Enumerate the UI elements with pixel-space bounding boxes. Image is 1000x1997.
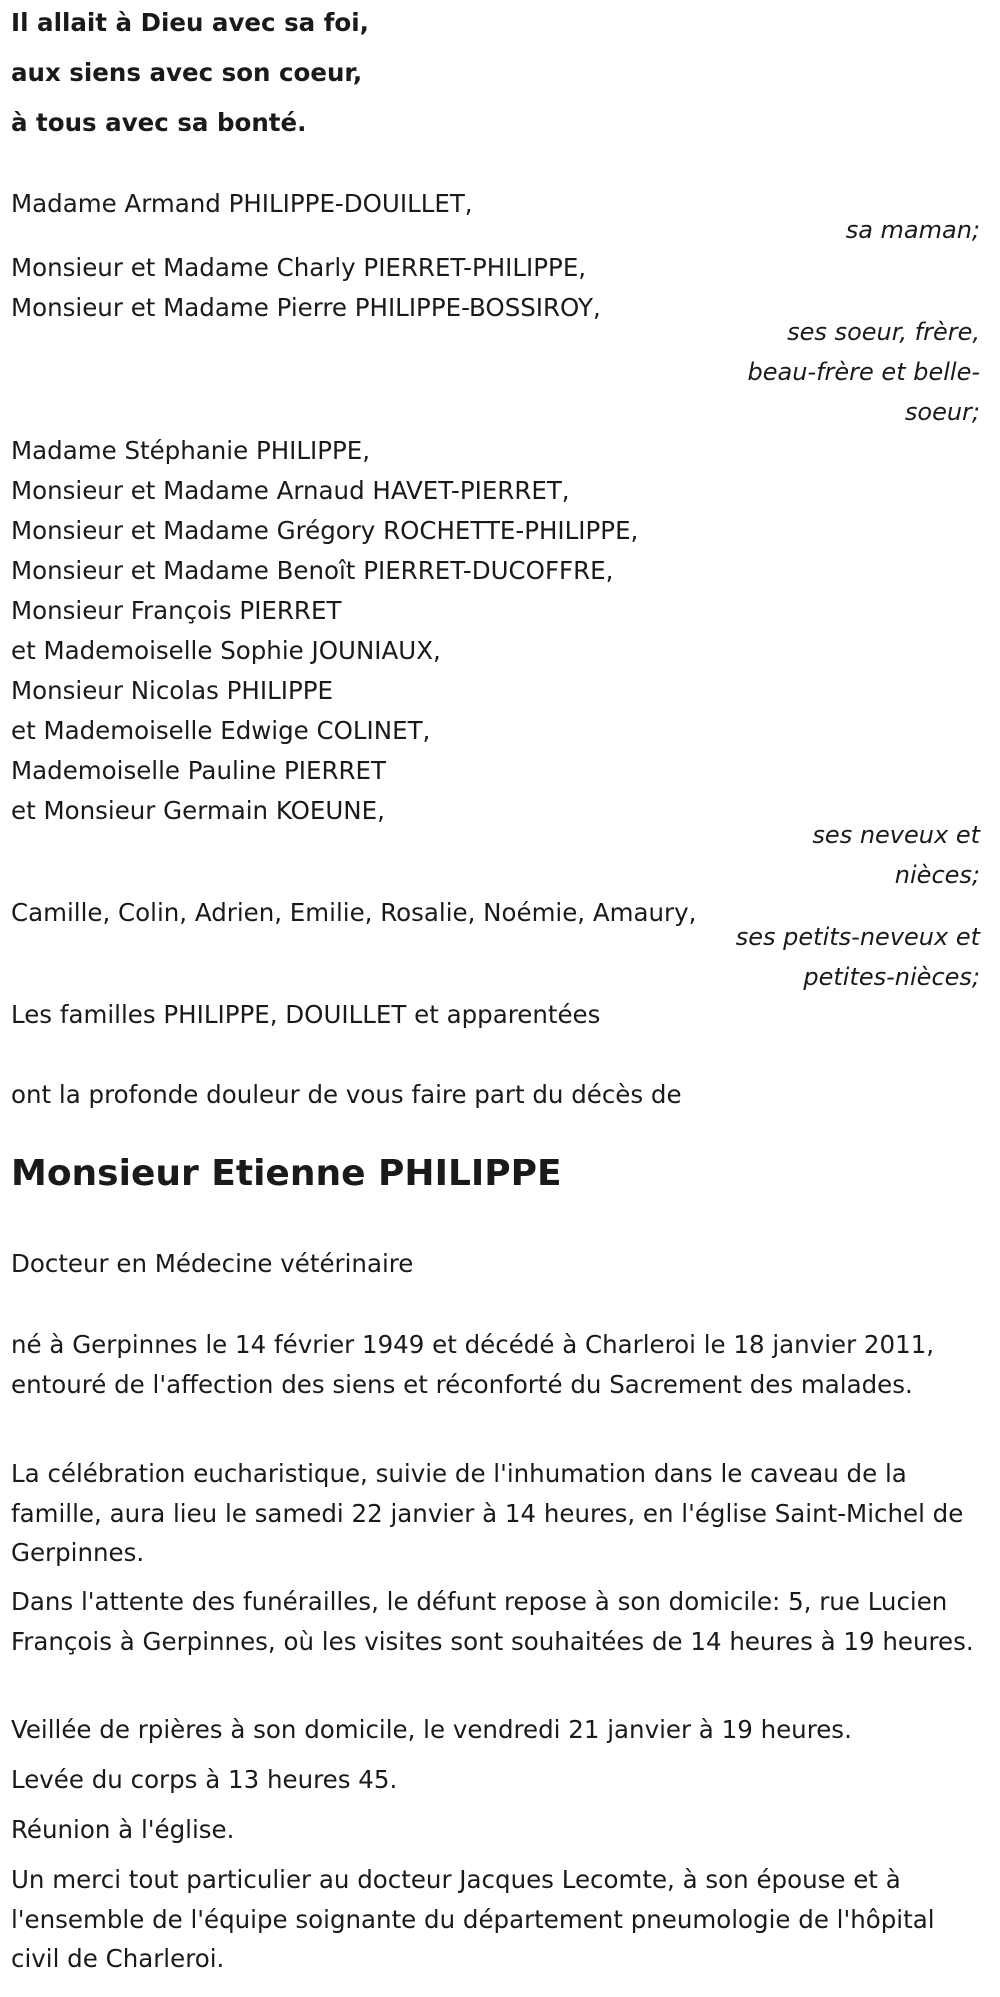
nephew-name: et Mademoiselle Edwige COLINET,	[11, 716, 431, 745]
intro-line-1: Il allait à Dieu avec sa foi,	[11, 8, 369, 37]
paragraph-vigil: Veillée de rpières à son domicile, le vendredi 21 janvier à 19 heures.	[11, 1715, 852, 1744]
deceased-name: Monsieur Etienne PHILIPPE	[11, 1153, 562, 1194]
nephews-relation: nièces;	[894, 861, 980, 889]
announcement: ont la profonde douleur de vous faire part du décès de	[11, 1080, 682, 1109]
nephew-name: Monsieur Nicolas PHILIPPE	[11, 676, 333, 705]
siblings-relation: beau-frère et belle-	[747, 358, 980, 386]
profession: Docteur en Médecine vétérinaire	[11, 1249, 414, 1278]
paragraph-departure: Levée du corps à 13 heures 45.	[11, 1765, 398, 1794]
grandnephews-relation: petites-nièces;	[803, 963, 980, 991]
nephew-name: Monsieur et Madame Arnaud HAVET-PIERRET,	[11, 476, 570, 505]
paragraph-visitation: Dans l'attente des funérailles, le défunt repose à son domicile: 5, rue Lucien François à Gerpinnes, où les visites sont souhaitées de 14 heures à 19 heures.	[11, 1587, 974, 1656]
nephew-name: Monsieur François PIERRET	[11, 596, 342, 625]
grandnephews-names: Camille, Colin, Adrien, Emilie, Rosalie, Noémie, Amaury,	[11, 898, 697, 927]
sibling-name: Monsieur et Madame Pierre PHILIPPE-BOSSIROY,	[11, 293, 601, 322]
mother-name: Madame Armand PHILIPPE-DOUILLET,	[11, 189, 473, 218]
paragraph-ceremony: La célébration eucharistique, suivie de l'inhumation dans le caveau de la famille, aura lieu le samedi 22 janvier à 14 heures, en l'église Saint-Michel de Gerpinnes.	[11, 1459, 964, 1567]
nephew-name: Monsieur et Madame Benoît PIERRET-DUCOFFRE,	[11, 556, 614, 585]
nephew-name: Mademoiselle Pauline PIERRET	[11, 756, 386, 785]
siblings-relation: soeur;	[904, 398, 980, 426]
mother-relation: sa maman;	[845, 216, 980, 244]
nephews-relation: ses neveux et	[812, 821, 980, 849]
grandnephews-relation: ses petits-neveux et	[735, 923, 980, 951]
families-line: Les familles PHILIPPE, DOUILLET et apparentées	[11, 1000, 601, 1029]
paragraph-thanks: Un merci tout particulier au docteur Jacques Lecomte, à son épouse et à l'ensemble de l'équipe soignante du département pneumologie de l'hôpital civil de Charleroi.	[11, 1865, 935, 1973]
nephew-name: et Monsieur Germain KOEUNE,	[11, 796, 385, 825]
sibling-name: Monsieur et Madame Charly PIERRET-PHILIPPE,	[11, 253, 587, 282]
paragraph-meeting: Réunion à l'église.	[11, 1815, 235, 1844]
siblings-relation: ses soeur, frère,	[787, 318, 980, 346]
nephew-name: Madame Stéphanie PHILIPPE,	[11, 436, 371, 465]
nephew-name: Monsieur et Madame Grégory ROCHETTE-PHILIPPE,	[11, 516, 639, 545]
intro-line-2: aux siens avec son coeur,	[11, 58, 363, 87]
paragraph-birth-death: né à Gerpinnes le 14 février 1949 et décédé à Charleroi le 18 janvier 2011, entouré de l'affection des siens et réconforté du Sacrement des malades.	[11, 1330, 935, 1399]
nephew-name: et Mademoiselle Sophie JOUNIAUX,	[11, 636, 441, 665]
intro-line-3: à tous avec sa bonté.	[11, 108, 307, 137]
